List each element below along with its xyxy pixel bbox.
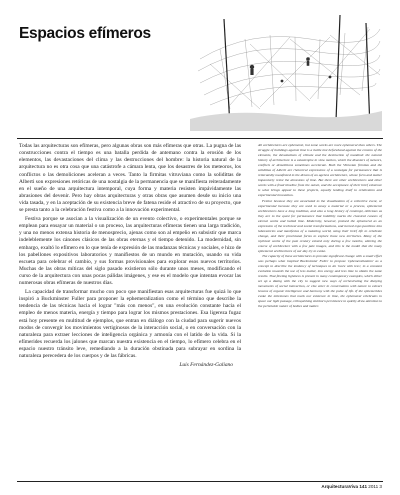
author-signature: Luis Fernández-Galiano — [179, 361, 233, 368]
article-paragraph: Festiva porque se asocian a la visualización de un evento colectivo, o experimentales porque se emplean para ensayar un material o un proceso, las arquitecturas efímeras tienen una larga tradición, y una no menos extensa historia de menosprecio, ajenas como son al empeño en subsistir que marca indeleblemente los cánones clásicos de las obras eternas y el tiempo detenido. La modernidad, sin embargo, exaltó lo efímero en lo que tenía de expresión de las mudanzas técnicas y sociales, e hizo de los pabellones expositivos laboratorios y manifiestos de un mundo en mutación, usando su vida escueta para celebrar el cambio, y sus formas provisionales para explorar esos nuevos territorios. Muchas de las obras míticas del siglo pasado existieron sólo durante unos meses, modificando el curso de la arquitectura con unas pocas pálidas imágenes, y ese es el modelo que intentan evocar las numerosas obras efímeras de nuestros días. — [19, 215, 241, 287]
english-translation-column — [258, 143, 382, 310]
year-page-number: 2011 3 — [368, 484, 382, 489]
page-title: Espacios efímeros — [19, 25, 151, 42]
translation-paragraph: All architectures are ephemeral, but some works are more ephemeral than others. The struggle of buildings against time is a battle lost beforehand against the erosion of the elements, the devastations of climate and the destruction of mankind: the natural history of architecture is a catastrophe in slow motion, which the disasters of meteors, conflicts or demolitions sometimes accelerate. Both the Vitruvian firmitas and the solidittas of Alberti are rhetorical expressions of a nostalgia for permanence that is reiteratedly manifested in the dream of an ageless architecture, whose form and matter impassively resist the abrasions of time. But there are other architectures and other works with a fixed timeline from the outset, and the acceptance of their brief existence is what brings appeal to these projects, equally lending itself to celebration and experimental innovation. — [258, 143, 382, 197]
title-divider — [17, 138, 383, 139]
article-paragraph: La capacidad de transformar mucho con poco que manifiestan esas arquitecturas fue quizá lo que inspiró a Buckminster Fuller para proponer la ephemeralization como el término que describe la tendencia de las técnicas hacia el lograr "más con menos", en una evolución constante hacia el empleo de menos materia, energía y tiempo para lograr los mismos prestaciones. Esa ligereza fugaz está hoy presente en multitud de ejemplos, que entran en diálogo con la ciudad para sugerir nuevos modos de convergir los movimientos vertiginosos de la interacción social, o en conversación con la naturaleza para extraer lecciones de inteligencia orgánica y armonía con el latido de la vida. Si la efímerides recuerda los jalones que marcan nuestra existencia en el tiempo, lo efímero celebra en el espacio nuestro tránsito leve, remediando a la duración obstinada para subrayar en sordina la naturaleza perecedera de los cuerpos y de las fábricas. — [19, 288, 241, 360]
page-footer — [321, 484, 382, 489]
translation-paragraph: The capacity of these architectures to provoke significant change with a small effort was perhaps what inspired Buckminster Fuller to propose 'ephemeralization' as a concept to describe the tendency of techniques to do 'more with less', in a constant evolution towards the use of less matter, less energy and less time to obtain the same results. That fleeting lightness is present in many contemporary examples, which either set up a dialog with the city to suggest new ways of orchestrating the dizzying movements of social interaction, or else enter in conversation with nature to extract lessons of organic intelligence and harmony with the pulse of life. If the ephemerides evoke the milestones that mark our existence in time, the ephemeral celebrates in space our light passage, relinquishing stubborn persistence to quietly draw attention to the perishable nature of bodies and matter. — [258, 254, 383, 309]
magazine-name: ArquitecturaViva 141 — [321, 484, 367, 489]
footer-divider — [17, 481, 383, 482]
spanish-article-body — [19, 143, 241, 370]
translation-paragraph: Festive because they are associated to the visualization of a collective event, or experimental because they are used to assay a material or a process, ephemeral architectures have a long tradition, and also a long history of contempt, oblivious as they are to the quest for permanence that indelibly marks the classical canons of eternal works and halted time. Modernity, however, praised the ephemeral as an expression of the technical and social transformations, and turned expo pavilions into laboratories and manifestos of a mutating world, using their brief life to celebrate change, and their provisional forms to explore those new territories. Many of the mythical works of the past century existed only during a few months, altering the course of architecture with a few pale images, and this is the model that the many ephemeral architectures of our day try to evoke. — [258, 198, 382, 253]
architecture-photo — [190, 9, 382, 131]
article-paragraph: Todas las arquitecturas son efímeras, pero algunas obras son más efímeras que otras. La pugna de las construcciones contra el tiempo es una batalla perdida de antemano contra la erosión de los elementos, las devastaciones del clima y las destrucciones del hombre: la historia natural de la arquitectura no es otra cosa que una catástrofe a cámara lenta, que los desastres de los meteoros, los conflictos o las demoliciones aceleran a veces. Tanto la firmitas vitruviana como la solidittas de Alberti son expresiones retóricas de una nostalgia de la permanencia que se manifiesta reiteradamente en el sueño de una arquitectura intemporal, cuya forma y materia resisten impávidamente las abrasiones del devenir. Pero hay obras arquitecturas y otras obras que asumen desde su inicio una vida tasada, y en la aceptación de su existencia breve de fatena reside el atractivo de su proyecto, que se presta tanto a la celebración festiva como a la innovación experimental. — [19, 143, 241, 214]
